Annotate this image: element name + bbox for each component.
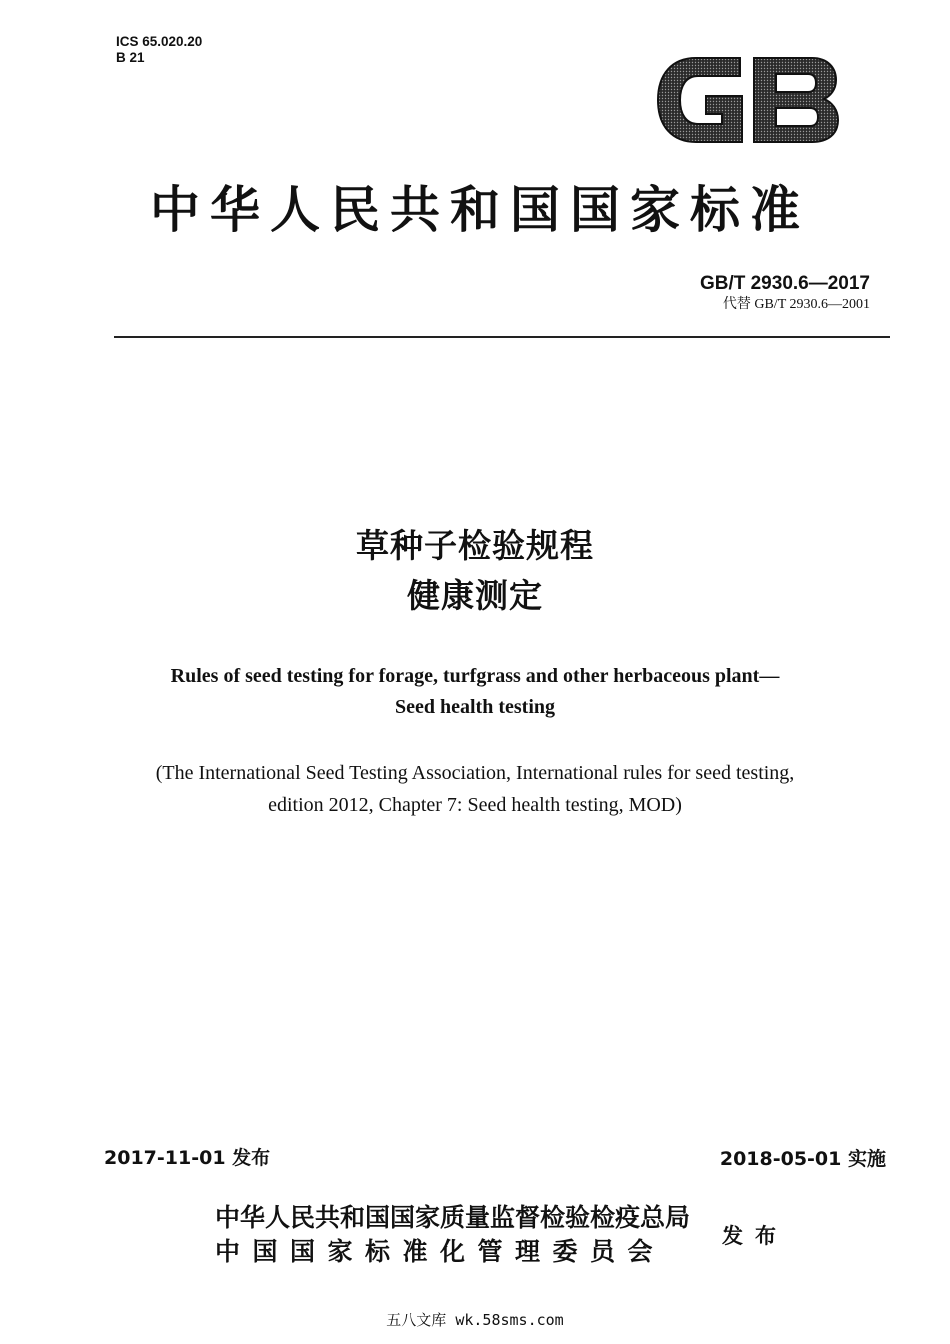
gb-logo-icon — [652, 52, 844, 148]
ccs-code: B 21 — [116, 50, 145, 65]
standard-number-block — [700, 272, 870, 314]
release-label: 发布 — [722, 1224, 788, 1248]
issuing-authorities — [215, 1201, 690, 1269]
footer-watermark: 五八文库 wk.58sms.com — [386, 1311, 564, 1329]
issuer-line2: 中国国家标准化管理委员会 — [215, 1237, 666, 1266]
english-title-line1: Rules of seed testing for forage, turfgrass and other herbaceous plant— — [170, 665, 780, 687]
header-divider — [114, 336, 890, 338]
chinese-title-line1: 草种子检验规程 — [356, 526, 594, 565]
chinese-title — [0, 521, 950, 621]
english-title — [0, 661, 950, 723]
standard-category-title: 中华人民共和国国家标准 — [150, 181, 810, 239]
publish-date: 2017-11-01 发布 — [104, 1147, 271, 1169]
ics-code: ICS 65.020.20 — [116, 34, 203, 49]
implement-date: 2018-05-01 实施 — [719, 1148, 886, 1170]
adoption-note: (The International Seed Testing Association, International rules for seed testing, edition 2012, Chapter 7: Seed health testing, MOD) — [155, 762, 795, 816]
issuer-line1: 中华人民共和国国家质量监督检验检疫总局 — [215, 1203, 691, 1232]
classification-codes — [116, 34, 202, 66]
replaces-note: 代替 GB/T 2930.6—2001 — [722, 297, 870, 312]
standard-number: GB/T 2930.6—2017 — [699, 273, 870, 294]
chinese-title-line2: 健康测定 — [407, 576, 543, 615]
english-title-line2: Seed health testing — [395, 696, 555, 718]
